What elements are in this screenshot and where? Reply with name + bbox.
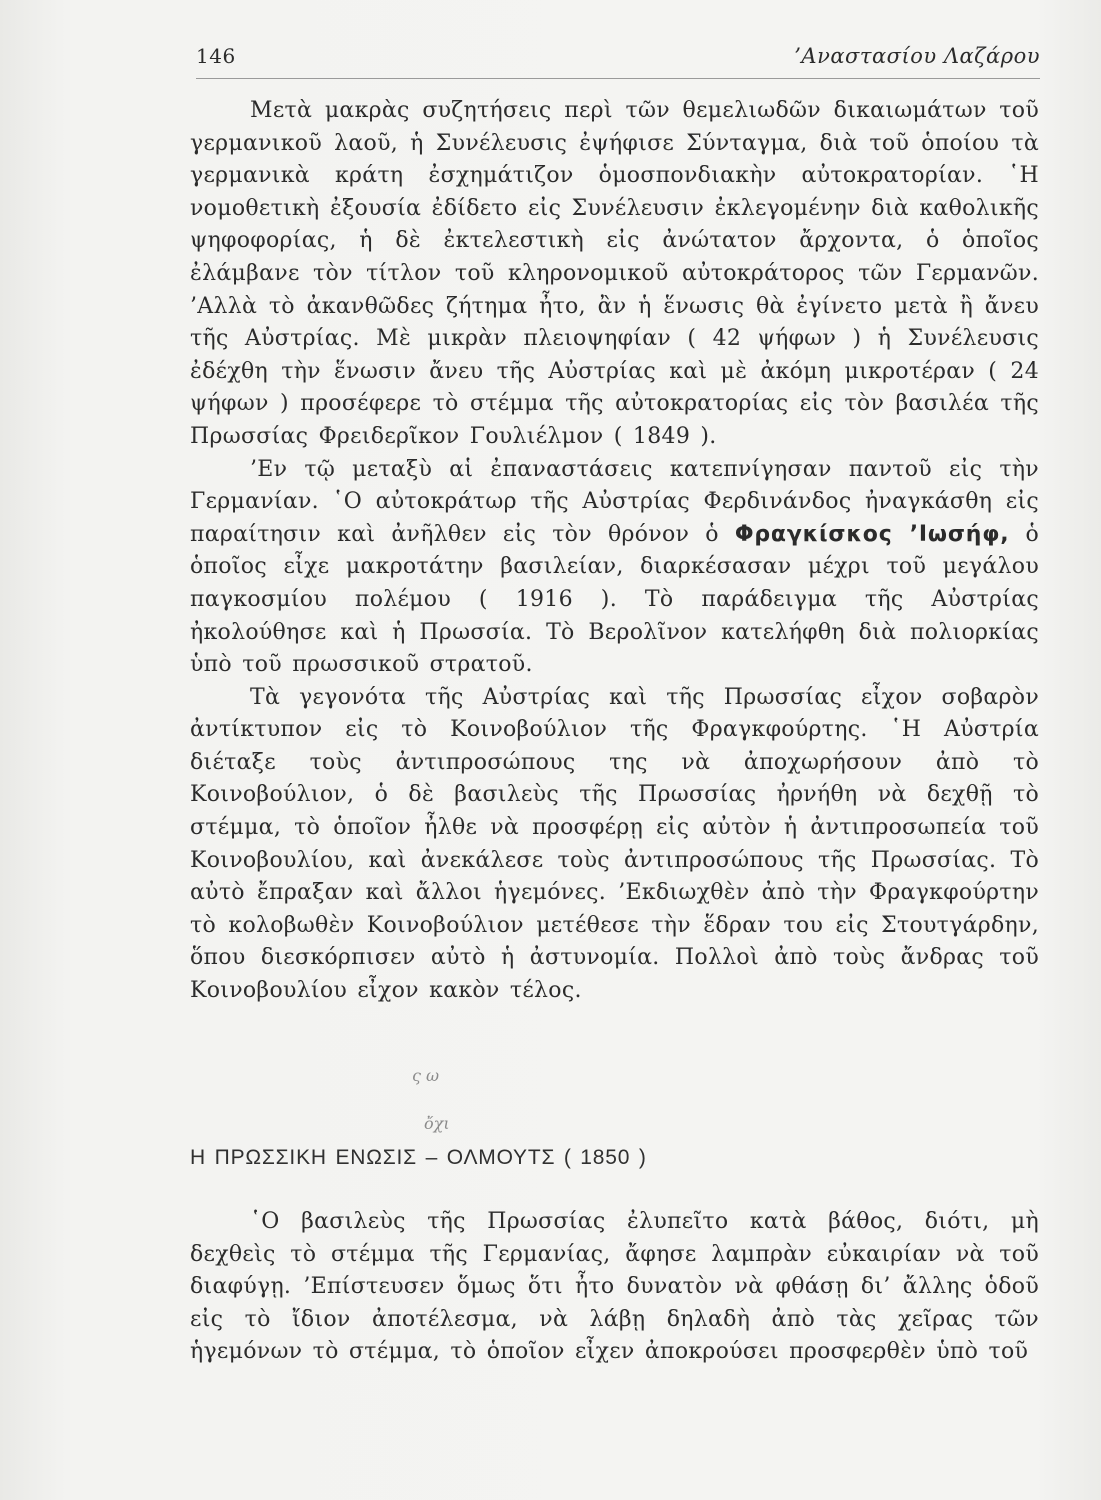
paragraph: ῾Ο βασιλεὺς τῆς Πρωσσίας ἐλυπεῖτο κατὰ βάθος, διότι, μὴ δεχθεὶς τὸ στέμμα τῆς Γερμανίας, ἄφησε λαμπρὰν εὐκαιρίαν νὰ τοῦ διαφύγῃ. ’Επίστευσεν ὅμως ὅτι ἦτο δυνατὸν νὰ φθάσῃ δι’ ἄλλης ὁδοῦ εἰς τὸ ἴδιον ἀποτέλεσμα, νὰ λάβῃ δηλαδὴ ἀπὸ τὰς χεῖρας τῶν ἡγεμόνων τὸ στέμμα, τὸ ὁποῖον εἶχεν ἀποκρούσει προσφερθὲν ὑπὸ τοῦ xyxy=(190,1209,1039,1365)
paragraph: Μετὰ μακρὰς συζητήσεις περὶ τῶν θεμελιωδῶν δικαιωμάτων τοῦ γερμανικοῦ λαοῦ, ἡ Συνέλευσις ἐψήφισε Σύνταγμα, διὰ τοῦ ὁποίου τὰ γερμανικὰ κράτη ἐσχημάτιζον ὁμοσπονδιακὴν αὐτοκρατορίαν. ῾Η νομοθετικὴ ἐξουσία ἐδίδετο εἰς Συνέλευσιν ἐκλεγομένην διὰ καθολικῆς ψηφοφορίας, ἡ δὲ ἐκτελεστικὴ εἰς ἀνώτατον ἄρχοντα, ὁ ὁποῖος ἐλάμβανε τὸν τίτλον τοῦ κληρονομικοῦ αὐτοκράτορος τῶν Γερμανῶν. ’Αλλὰ τὸ ἀκανθῶδες ζήτημα ἦτο, ἂν ἡ ἕνωσις θὰ ἐγίνετο μετὰ ἢ ἄνευ τῆς Αὐστρίας. Μὲ μικρὰν πλειοψηφίαν ( 42 ψήφων ) ἡ Συνέλευσις ἐδέχθη τὴν ἕνωσιν ἄνευ τῆς Αὐστρίας καὶ μὲ ἀκόμη μικροτέραν ( 24 ψήφων ) προσέφερε τὸ στέμμα τῆς αὐτοκρατορίας εἰς τὸν βασιλέα τῆς Πρωσσίας Φρειδερῖκον Γουλιέλμον ( 1849 ). xyxy=(190,98,1039,449)
pencil-annotation: ὄχι xyxy=(424,1114,450,1133)
paragraph-text: ’Εν τῷ μεταξὺ αἱ ἐπαναστάσεις κατεπνίγησαν παντοῦ εἰς τὴν Γερμανίαν. ῾Ο αὐτοκράτωρ τῆς Αὐστρίας Φερδινάνδος ἠναγκάσθη εἰς παραίτησιν καὶ ἀνῆλθεν εἰς τὸν θρόνον ὁ xyxy=(190,456,1039,547)
pencil-annotation: ς ω xyxy=(412,1066,440,1085)
paragraph: Τὰ γεγονότα τῆς Αὐστρίας καὶ τῆς Πρωσσίας εἶχον σοβαρὸν ἀντίκτυπον εἰς τὸ Κοινοβούλιον τῆς Φραγκφούρτης. ῾Η Αὐστρία διέταξε τοὺς ἀντιπροσώπους της νὰ ἀποχωρήσουν ἀπὸ τὸ Κοινοβούλιον, ὁ δὲ βασιλεὺς τῆς Πρωσσίας ἠρνήθη νὰ δεχθῇ τὸ στέμμα, τὸ ὁποῖον ἦλθε νὰ προσφέρῃ εἰς αὐτὸν ἡ ἀντιπροσωπεία τοῦ Κοινοβουλίου, καὶ ἀνεκάλεσε τοὺς ἀντιπροσώπους τῆς Πρωσσίας. Τὸ αὐτὸ ἔπραξαν καὶ ἄλλοι ἡγεμόνες. ’Εκδιωχθὲν ἀπὸ τὴν Φραγκφούρτην τὸ κολοβωθὲν Κοινοβούλιον μετέθεσε τὴν ἕδραν του εἰς Στουτγάρδην, ὅπου διεσκόρπισεν αὐτὸ ἡ ἀστυνομία. Πολλοὶ ἀπὸ τοὺς ἄνδρας τοῦ Κοινοβουλίου εἶχον κακὸν τέλος. xyxy=(190,684,1039,1004)
running-head-author: ’Αναστασίου Λαζάρου xyxy=(794,44,1040,68)
emphasized-name: Φραγκίσκος ’Ιωσήφ, xyxy=(734,521,1010,547)
page-number: 146 xyxy=(196,44,236,68)
page-header xyxy=(196,38,1040,79)
paragraph xyxy=(190,454,1039,682)
section-text xyxy=(190,1206,1039,1369)
paragraph-text: ὁ ὁποῖος εἶχε μακροτάτην βασιλείαν, διαρκέσασαν μέχρι τοῦ μεγάλου παγκοσμίου πολέμου ( 1916 ). Τὸ παράδειγμα τῆς Αὐστρίας ἠκολούθησε καὶ ἡ Πρωσσία. Τὸ Βερολῖνον κατελήφθη διὰ πολιορκίας ὑπὸ τοῦ πρωσσικοῦ στρατοῦ. xyxy=(190,521,1039,678)
section-heading: Η ΠΡΩΣΣΙΚΗ ΕΝΩΣΙΣ – ΟΛΜΟΥΤΣ ( 1850 ) xyxy=(190,1146,647,1169)
main-text xyxy=(190,95,1039,1008)
